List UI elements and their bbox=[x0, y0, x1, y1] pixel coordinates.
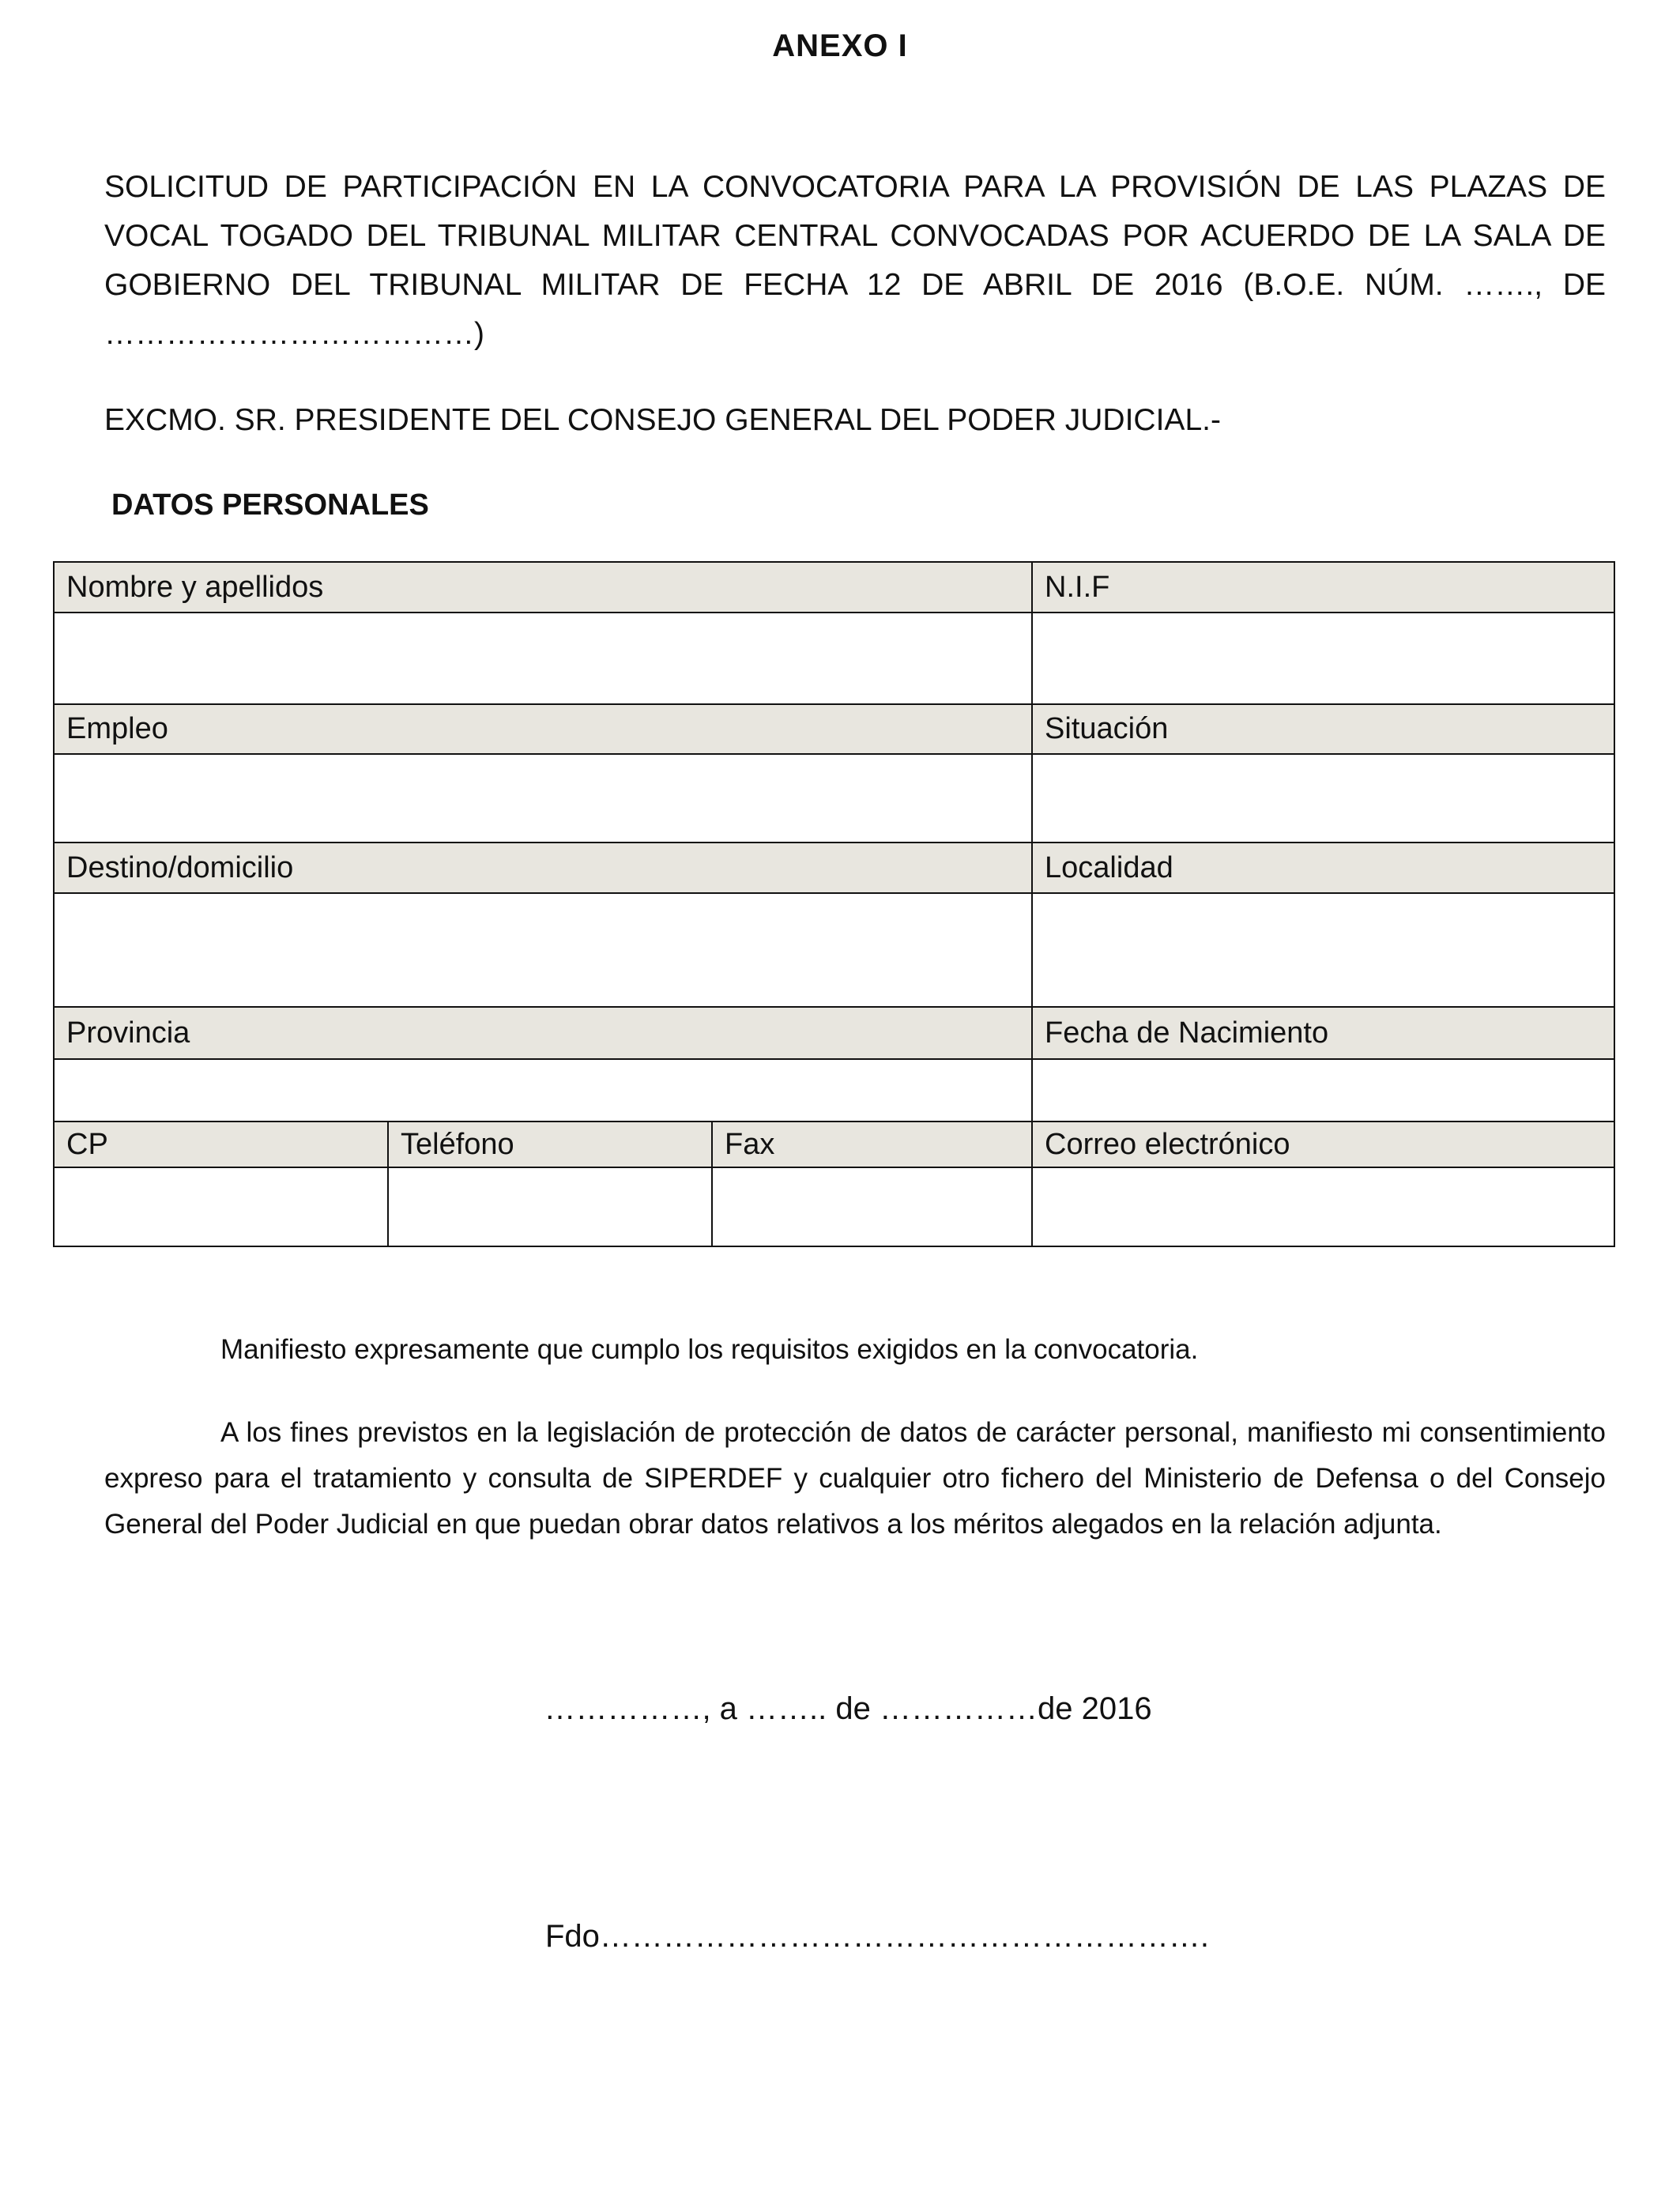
label-destino: Destino/domicilio bbox=[54, 843, 1032, 893]
label-telefono: Teléfono bbox=[388, 1122, 712, 1167]
label-localidad: Localidad bbox=[1032, 843, 1614, 893]
annex-title: ANEXO I bbox=[772, 28, 908, 63]
field-empleo[interactable] bbox=[54, 754, 1032, 843]
field-nombre[interactable] bbox=[54, 613, 1032, 704]
field-fax[interactable] bbox=[712, 1167, 1032, 1246]
field-nif[interactable] bbox=[1032, 613, 1614, 704]
table-row bbox=[54, 613, 1614, 704]
label-empleo: Empleo bbox=[54, 704, 1032, 754]
label-cp: CP bbox=[54, 1122, 388, 1167]
place-date-line: ……………, a …….. de ……………de 2016 bbox=[544, 1691, 1152, 1726]
label-fecha-nacimiento: Fecha de Nacimiento bbox=[1032, 1007, 1614, 1059]
field-localidad[interactable] bbox=[1032, 893, 1614, 1007]
field-cp[interactable] bbox=[54, 1167, 388, 1246]
data-consent-statement: A los fines previstos en la legislación de protección de datos de carácter personal, manifiesto mi consentimiento expreso para el tratamiento y consulta de SIPERDEF y cualquier otro fichero del Ministerio de Defensa o del Consejo General del Poder Judicial en que puedan obrar datos relativos a los méritos alegados en la relación adjunta. bbox=[104, 1417, 1606, 1540]
table-row bbox=[54, 1007, 1614, 1059]
addressee-line: EXCMO. SR. PRESIDENTE DEL CONSEJO GENERAL DEL PODER JUDICIAL.- bbox=[104, 403, 1221, 437]
field-provincia[interactable] bbox=[54, 1059, 1032, 1122]
table-row bbox=[54, 1122, 1614, 1167]
label-nif: N.I.F bbox=[1032, 562, 1614, 613]
personal-data-table bbox=[53, 561, 1615, 1247]
field-fecha-nacimiento[interactable] bbox=[1032, 1059, 1614, 1122]
table-row bbox=[54, 562, 1614, 613]
table-row bbox=[54, 843, 1614, 893]
field-situacion[interactable] bbox=[1032, 754, 1614, 843]
personal-data-title: DATOS PERSONALES bbox=[111, 488, 429, 522]
application-heading: SOLICITUD DE PARTICIPACIÓN EN LA CONVOCATORIA PARA LA PROVISIÓN DE LAS PLAZAS DE VOCAL TOGADO DEL TRIBUNAL MILITAR CENTRAL CONVOCADAS POR ACUERDO DE LA SALA DE GOBIERNO DEL TRIBUNAL MILITAR DE FECHA 12 DE ABRIL DE 2016 (B.O.E. NÚM. ……., DE ………………………………) bbox=[104, 170, 1606, 351]
label-correo: Correo electrónico bbox=[1032, 1122, 1614, 1167]
label-situacion: Situación bbox=[1032, 704, 1614, 754]
field-correo[interactable] bbox=[1032, 1167, 1614, 1246]
label-provincia: Provincia bbox=[54, 1007, 1032, 1059]
field-destino[interactable] bbox=[54, 893, 1032, 1007]
table-row bbox=[54, 704, 1614, 754]
table-row bbox=[54, 1167, 1614, 1246]
field-telefono[interactable] bbox=[388, 1167, 712, 1246]
table-row bbox=[54, 754, 1614, 843]
signature-line: Fdo…………………………………………………. bbox=[545, 1919, 1210, 1954]
label-fax: Fax bbox=[712, 1122, 1032, 1167]
requirements-statement: Manifiesto expresamente que cumplo los requisitos exigidos en la convocatoria. bbox=[220, 1334, 1199, 1365]
table-row bbox=[54, 1059, 1614, 1122]
table-row bbox=[54, 893, 1614, 1007]
label-nombre: Nombre y apellidos bbox=[54, 562, 1032, 613]
